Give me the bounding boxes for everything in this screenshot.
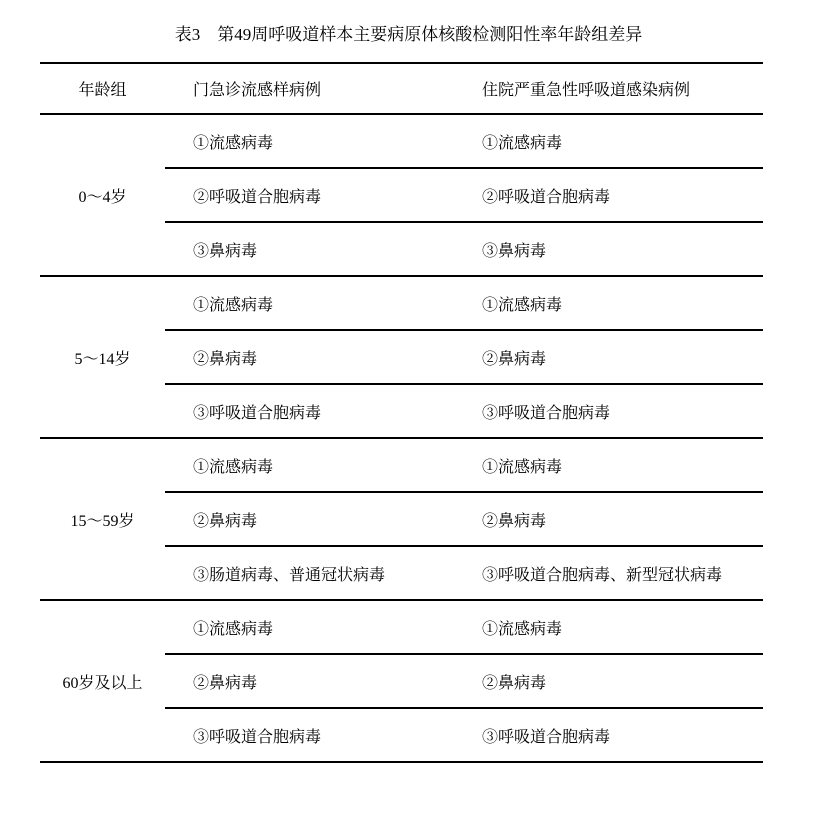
ili-pathogen-rank3: ③呼吸道合胞病毒 — [193, 728, 322, 746]
sari-pathogen-rank3: ③鼻病毒 — [482, 242, 547, 260]
table-row — [40, 276, 763, 330]
sari-pathogen-rank2: ②鼻病毒 — [454, 330, 763, 384]
pathogen-positivity-table — [40, 62, 763, 763]
ili-pathogen-rank3: ③肠道病毒、普通冠状病毒 — [193, 566, 386, 584]
table-header — [40, 63, 763, 114]
table-row — [40, 438, 763, 492]
header-row — [40, 63, 763, 114]
table-row — [40, 114, 763, 168]
ili-pathogen-rank2: ②鼻病毒 — [165, 492, 454, 546]
sari-pathogen-rank1: ①流感病毒 — [454, 276, 763, 330]
ili-pathogen-rank1: ①流感病毒 — [165, 438, 454, 492]
ili-pathogen-rank1: ①流感病毒 — [165, 276, 454, 330]
age-section-5-14 — [40, 276, 763, 438]
sari-pathogen-rank3: ③呼吸道合胞病毒 — [482, 404, 611, 422]
age-group-label: 15～59岁 — [70, 512, 135, 530]
ili-pathogen-rank2: ②呼吸道合胞病毒 — [165, 168, 454, 222]
sari-pathogen-rank2: ②呼吸道合胞病毒 — [454, 168, 763, 222]
ili-pathogen-rank1: ①流感病毒 — [165, 114, 454, 168]
col-header-age-group: 年龄组 — [40, 63, 165, 114]
ili-pathogen-rank1: ①流感病毒 — [165, 600, 454, 654]
sari-pathogen-rank1: ①流感病毒 — [454, 438, 763, 492]
ili-pathogen-rank3: ③呼吸道合胞病毒 — [193, 404, 322, 422]
age-group-label: 5～14岁 — [74, 350, 131, 368]
sari-pathogen-rank2: ②鼻病毒 — [454, 492, 763, 546]
table-row — [40, 600, 763, 654]
age-group-label: 0～4岁 — [78, 188, 127, 206]
ili-pathogen-rank3: ③鼻病毒 — [193, 242, 258, 260]
age-group-label: 60岁及以上 — [62, 674, 143, 692]
ili-pathogen-rank2: ②鼻病毒 — [165, 654, 454, 708]
sari-pathogen-rank1: ①流感病毒 — [454, 114, 763, 168]
age-section-15-59 — [40, 438, 763, 600]
sari-pathogen-rank1: ①流感病毒 — [454, 600, 763, 654]
table-title: 表3 第49周呼吸道样本主要病原体核酸检测阳性率年龄组差异 — [174, 25, 643, 44]
sari-pathogen-rank2: ②鼻病毒 — [454, 654, 763, 708]
sari-pathogen-rank3: ③呼吸道合胞病毒 — [482, 728, 611, 746]
col-header-outpatient-ili: 门急诊流感样病例 — [165, 63, 454, 114]
col-header-hospitalized-sari: 住院严重急性呼吸道感染病例 — [454, 63, 763, 114]
age-section-0-4 — [40, 114, 763, 276]
sari-pathogen-rank3: ③呼吸道合胞病毒、新型冠状病毒 — [482, 566, 723, 584]
ili-pathogen-rank2: ②鼻病毒 — [165, 330, 454, 384]
age-section-60-plus — [40, 600, 763, 762]
